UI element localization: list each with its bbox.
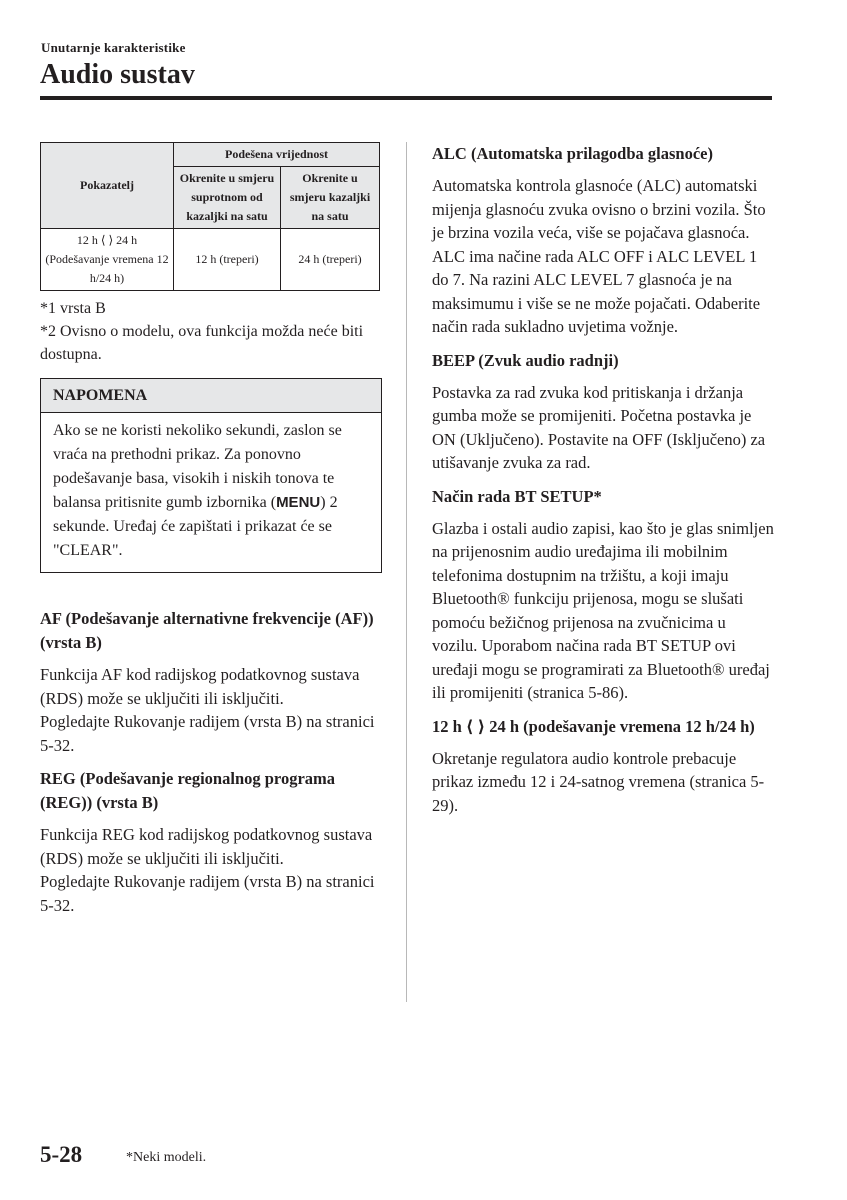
section-beep (432, 349, 774, 475)
section-body: Postavka za rad zvuka kod pritiskanja i držanja gumba može se promijeniti. Početna postavka je ON (Uključeno). Postavite na OFF (Isključeno) za utišavanje zvuka za rad. (432, 382, 766, 472)
section-reference: Pogledajte Rukovanje radijem (vrsta B) na stranici 5-32. (40, 872, 375, 915)
section-12h-24h (432, 715, 774, 818)
note-text-after: ) 2 sekunde. Uređaj će zapištati i prikazat će se "CLEAR". (53, 494, 338, 559)
table-cell-cw: 24 h (treperi) (281, 229, 380, 291)
section-title: REG (Podešavanje regionalnog programa (REG)) (vrsta B) (40, 769, 336, 812)
table-header-ccw: Okrenite u smjeru suprotnom od kazaljki na satu (174, 167, 281, 229)
section-title: Način rada BT SETUP* (432, 486, 602, 506)
section-title: AF (Podešavanje alternativne frekvencije (AF)) (vrsta B) (40, 609, 374, 652)
footnote-2: *2 Ovisno o modelu, ova funkcija možda neće biti dostupna. (40, 323, 364, 363)
section-bt-setup (432, 485, 774, 705)
table-cell-ccw: 12 h (treperi) (174, 229, 281, 291)
note-text-before: Ako se ne koristi nekoliko sekundi, zaslon se vraća na prethodni prikaz. Za ponovno podešavanje basa, visokih i niskih tonova te balansa pritisnite gumb izbornika ( (53, 422, 342, 511)
settings-table (40, 142, 380, 291)
section-label: Unutarnje karakteristike (41, 40, 186, 55)
section-title: BEEP (Zvuk audio radnji) (432, 350, 619, 370)
section-title: ALC (Automatska prilagodba glasnoće) (432, 144, 713, 163)
menu-key-label: MENU (276, 494, 321, 511)
table-row (41, 229, 380, 291)
table-header-cw: Okrenite u smjeru kazaljki na satu (281, 167, 380, 229)
right-column (432, 142, 774, 827)
header-rule (40, 96, 772, 100)
section-reg (40, 767, 382, 917)
footnotes (40, 297, 382, 366)
table-header-group: Podešena vrijednost (174, 143, 380, 167)
table-header-indicator: Pokazatelj (41, 143, 174, 229)
page-title: Audio sustav (40, 59, 195, 90)
footnote-1: *1 vrsta B (40, 300, 106, 317)
section-body: Automatska kontrola glasnoće (ALC) automatski mijenja glasnoću zvuka ovisno o brzini vozila. Što je brzina vozila veća, više se pojačava glasnoća. ALC ima načine rada ALC OFF i ALC LEVEL 1 do 7. Na razini ALC LEVEL 7 glasnoća je na maksimumu i više se ne može pojačati. Odaberite način rada sukladno uvjetima vožnje. (432, 176, 766, 336)
section-title: 12 h ⟨ ⟩ 24 h (podešavanje vremena 12 h/24 h) (432, 716, 755, 736)
page-number: 5-28 (40, 1142, 83, 1167)
section-body: Funkcija AF kod radijskog podatkovnog sustava (RDS) može se uključiti ili isključiti. (40, 665, 360, 708)
section-af (40, 607, 382, 757)
note-heading: NAPOMENA (41, 379, 381, 413)
section-reference: Pogledajte Rukovanje radijem (vrsta B) na stranici 5-32. (40, 712, 375, 755)
column-divider (406, 142, 407, 1002)
note-box (40, 378, 382, 573)
left-column (40, 142, 382, 927)
table-cell-indicator: 12 h ⟨ ⟩ 24 h (Podešavanje vremena 12 h/24 h) (41, 229, 174, 291)
section-body: Glazba i ostali audio zapisi, kao što je glas snimljen na prijenosnim audio uređajima ili mobilnim telefonima dostupnim na tržištu, a koji imaju Bluetooth® funkciju prijenosa, mogu se slušati pomoću bežičnog prijenosa na zvučnicima u vozilu. Uporabom načina rada BT SETUP ovi uređaji mogu se programirati za Bluetooth® uređaj ili promijeniti (stranica 5-86). (432, 518, 774, 702)
section-body: Funkcija REG kod radijskog podatkovnog sustava (RDS) može se uključiti ili isključiti. (40, 825, 373, 868)
section-body: Okretanje regulatora audio kontrole prebacuje prikaz između 12 i 24-satnog vremena (stranica 5-29). (432, 748, 765, 815)
note-body (41, 413, 381, 572)
section-alc (432, 142, 774, 339)
footer-note: *Neki modeli. (126, 1150, 207, 1165)
